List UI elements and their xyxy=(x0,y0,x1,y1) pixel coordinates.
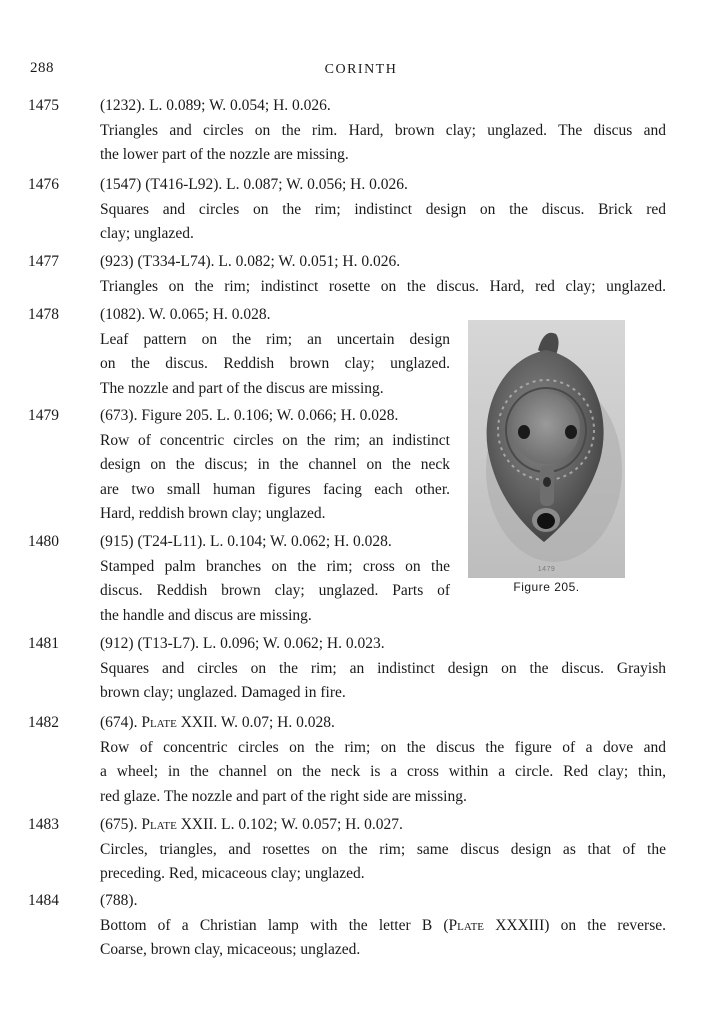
entry-text-segment: Bottom of a Christian lamp with the letter B ( xyxy=(100,916,449,934)
entry-text-line: Leaf pattern on the rim; an uncertain design xyxy=(100,330,450,348)
entry-text-line: on the discus. Reddish brown clay; unglazed. xyxy=(100,355,450,372)
entry-text-line: red glaze. The nozzle and part of the right side are missing. xyxy=(100,787,467,805)
entry-heading: (673). Figure 205. L. 0.106; W. 0.066; H. 0.028. xyxy=(100,407,399,424)
page-header xyxy=(0,60,722,82)
entry-text-line: the lower part of the nozzle are missing. xyxy=(100,146,349,163)
entry-text-line: Triangles and circles on the rim. Hard, brown clay; unglazed. The discus and xyxy=(100,121,666,139)
figure-caption-text: Figure 205. xyxy=(513,580,580,594)
page-number: 288 xyxy=(30,60,54,76)
entry-heading xyxy=(100,813,403,838)
entry-number: 1475 xyxy=(28,97,59,114)
plate-reference: Plate XXII. xyxy=(141,714,218,731)
entry-heading-accession: (674). xyxy=(100,714,142,731)
entry-text-line: the handle and discus are missing. xyxy=(100,606,312,624)
entry-text-line: Squares and circles on the rim; an indistinct design on the discus. Grayish xyxy=(100,659,666,677)
plate-reference: Plate XXII. xyxy=(141,816,218,833)
entry-number: 1482 xyxy=(28,714,59,731)
entry-heading: (788). xyxy=(100,892,138,909)
entry-text-line: brown clay; unglazed. Damaged in fire. xyxy=(100,684,346,701)
entry-text-line: Coarse, brown clay, micaceous; unglazed. xyxy=(100,941,361,958)
entry-text-line: discus. Reddish brown clay; unglazed. Parts of xyxy=(100,582,450,599)
entry-number: 1478 xyxy=(28,306,59,323)
entry-number: 1479 xyxy=(28,407,59,424)
figure-label: 1479 xyxy=(537,566,556,573)
entry-text-line: Row of concentric circles on the rim; on the discus the figure of a dove and xyxy=(100,738,666,756)
entry-text-line: clay; unglazed. xyxy=(100,225,194,242)
entry-heading-accession: (675). xyxy=(100,816,142,833)
entry-heading: (1082). W. 0.065; H. 0.028. xyxy=(100,306,271,323)
entry-heading xyxy=(100,711,335,736)
entry-number: 1484 xyxy=(28,892,59,909)
running-head: CORINTH xyxy=(324,62,398,77)
plate-reference: Plate XXXIII xyxy=(448,916,545,934)
entry-text-line: Row of concentric circles on the rim; an indistinct xyxy=(100,431,450,449)
entry-heading: (1232). L. 0.089; W. 0.054; H. 0.026. xyxy=(100,97,331,114)
entry-number: 1476 xyxy=(28,176,59,193)
entry-text-line: are two small human figures facing each other. xyxy=(100,480,450,498)
lamp-photograph xyxy=(468,320,625,578)
entry-text-line: a wheel; in the channel on the neck is a cross within a circle. Red clay; thin, xyxy=(100,763,666,780)
entry-number: 1481 xyxy=(28,635,59,652)
entry-text-line: Hard, reddish brown clay; unglazed. xyxy=(100,505,326,522)
entry-text-line: preceding. Red, micaceous clay; unglazed. xyxy=(100,865,365,882)
entry-text-line: Stamped palm branches on the rim; cross on the xyxy=(100,557,450,575)
entry-heading-dimensions: W. 0.07; H. 0.028. xyxy=(217,714,335,731)
entry-text-line: Circles, triangles, and rosettes on the rim; same discus design as that of the xyxy=(100,840,666,858)
entry-number: 1477 xyxy=(28,253,59,270)
entry-number: 1480 xyxy=(28,533,59,550)
lamp-illustration xyxy=(468,320,625,578)
entry-heading: (923) (T334-L74). L. 0.082; W. 0.051; H. 0.026. xyxy=(100,253,401,270)
entry-text-line: Triangles on the rim; indistinct rosette on the discus. Hard, red clay; unglazed. xyxy=(100,277,666,295)
entry-text-line: design on the discus; in the channel on the neck xyxy=(100,456,450,473)
entry-text-line: Squares and circles on the rim; indistinct design on the discus. Brick red xyxy=(100,200,666,218)
figure-caption xyxy=(468,566,625,594)
entry-heading: (915) (T24-L11). L. 0.104; W. 0.062; H. 0.028. xyxy=(100,533,392,550)
entry-heading: (1547) (T416-L92). L. 0.087; W. 0.056; H. 0.026. xyxy=(100,176,408,193)
entry-number: 1483 xyxy=(28,816,59,833)
entry-text-segment: ) on the reverse. xyxy=(544,916,666,934)
entry-text-line: The nozzle and part of the discus are missing. xyxy=(100,379,384,397)
entry-heading-dimensions: L. 0.102; W. 0.057; H. 0.027. xyxy=(217,816,403,833)
entry-text-line xyxy=(100,914,666,939)
entry-heading: (912) (T13-L7). L. 0.096; W. 0.062; H. 0.023. xyxy=(100,635,385,652)
